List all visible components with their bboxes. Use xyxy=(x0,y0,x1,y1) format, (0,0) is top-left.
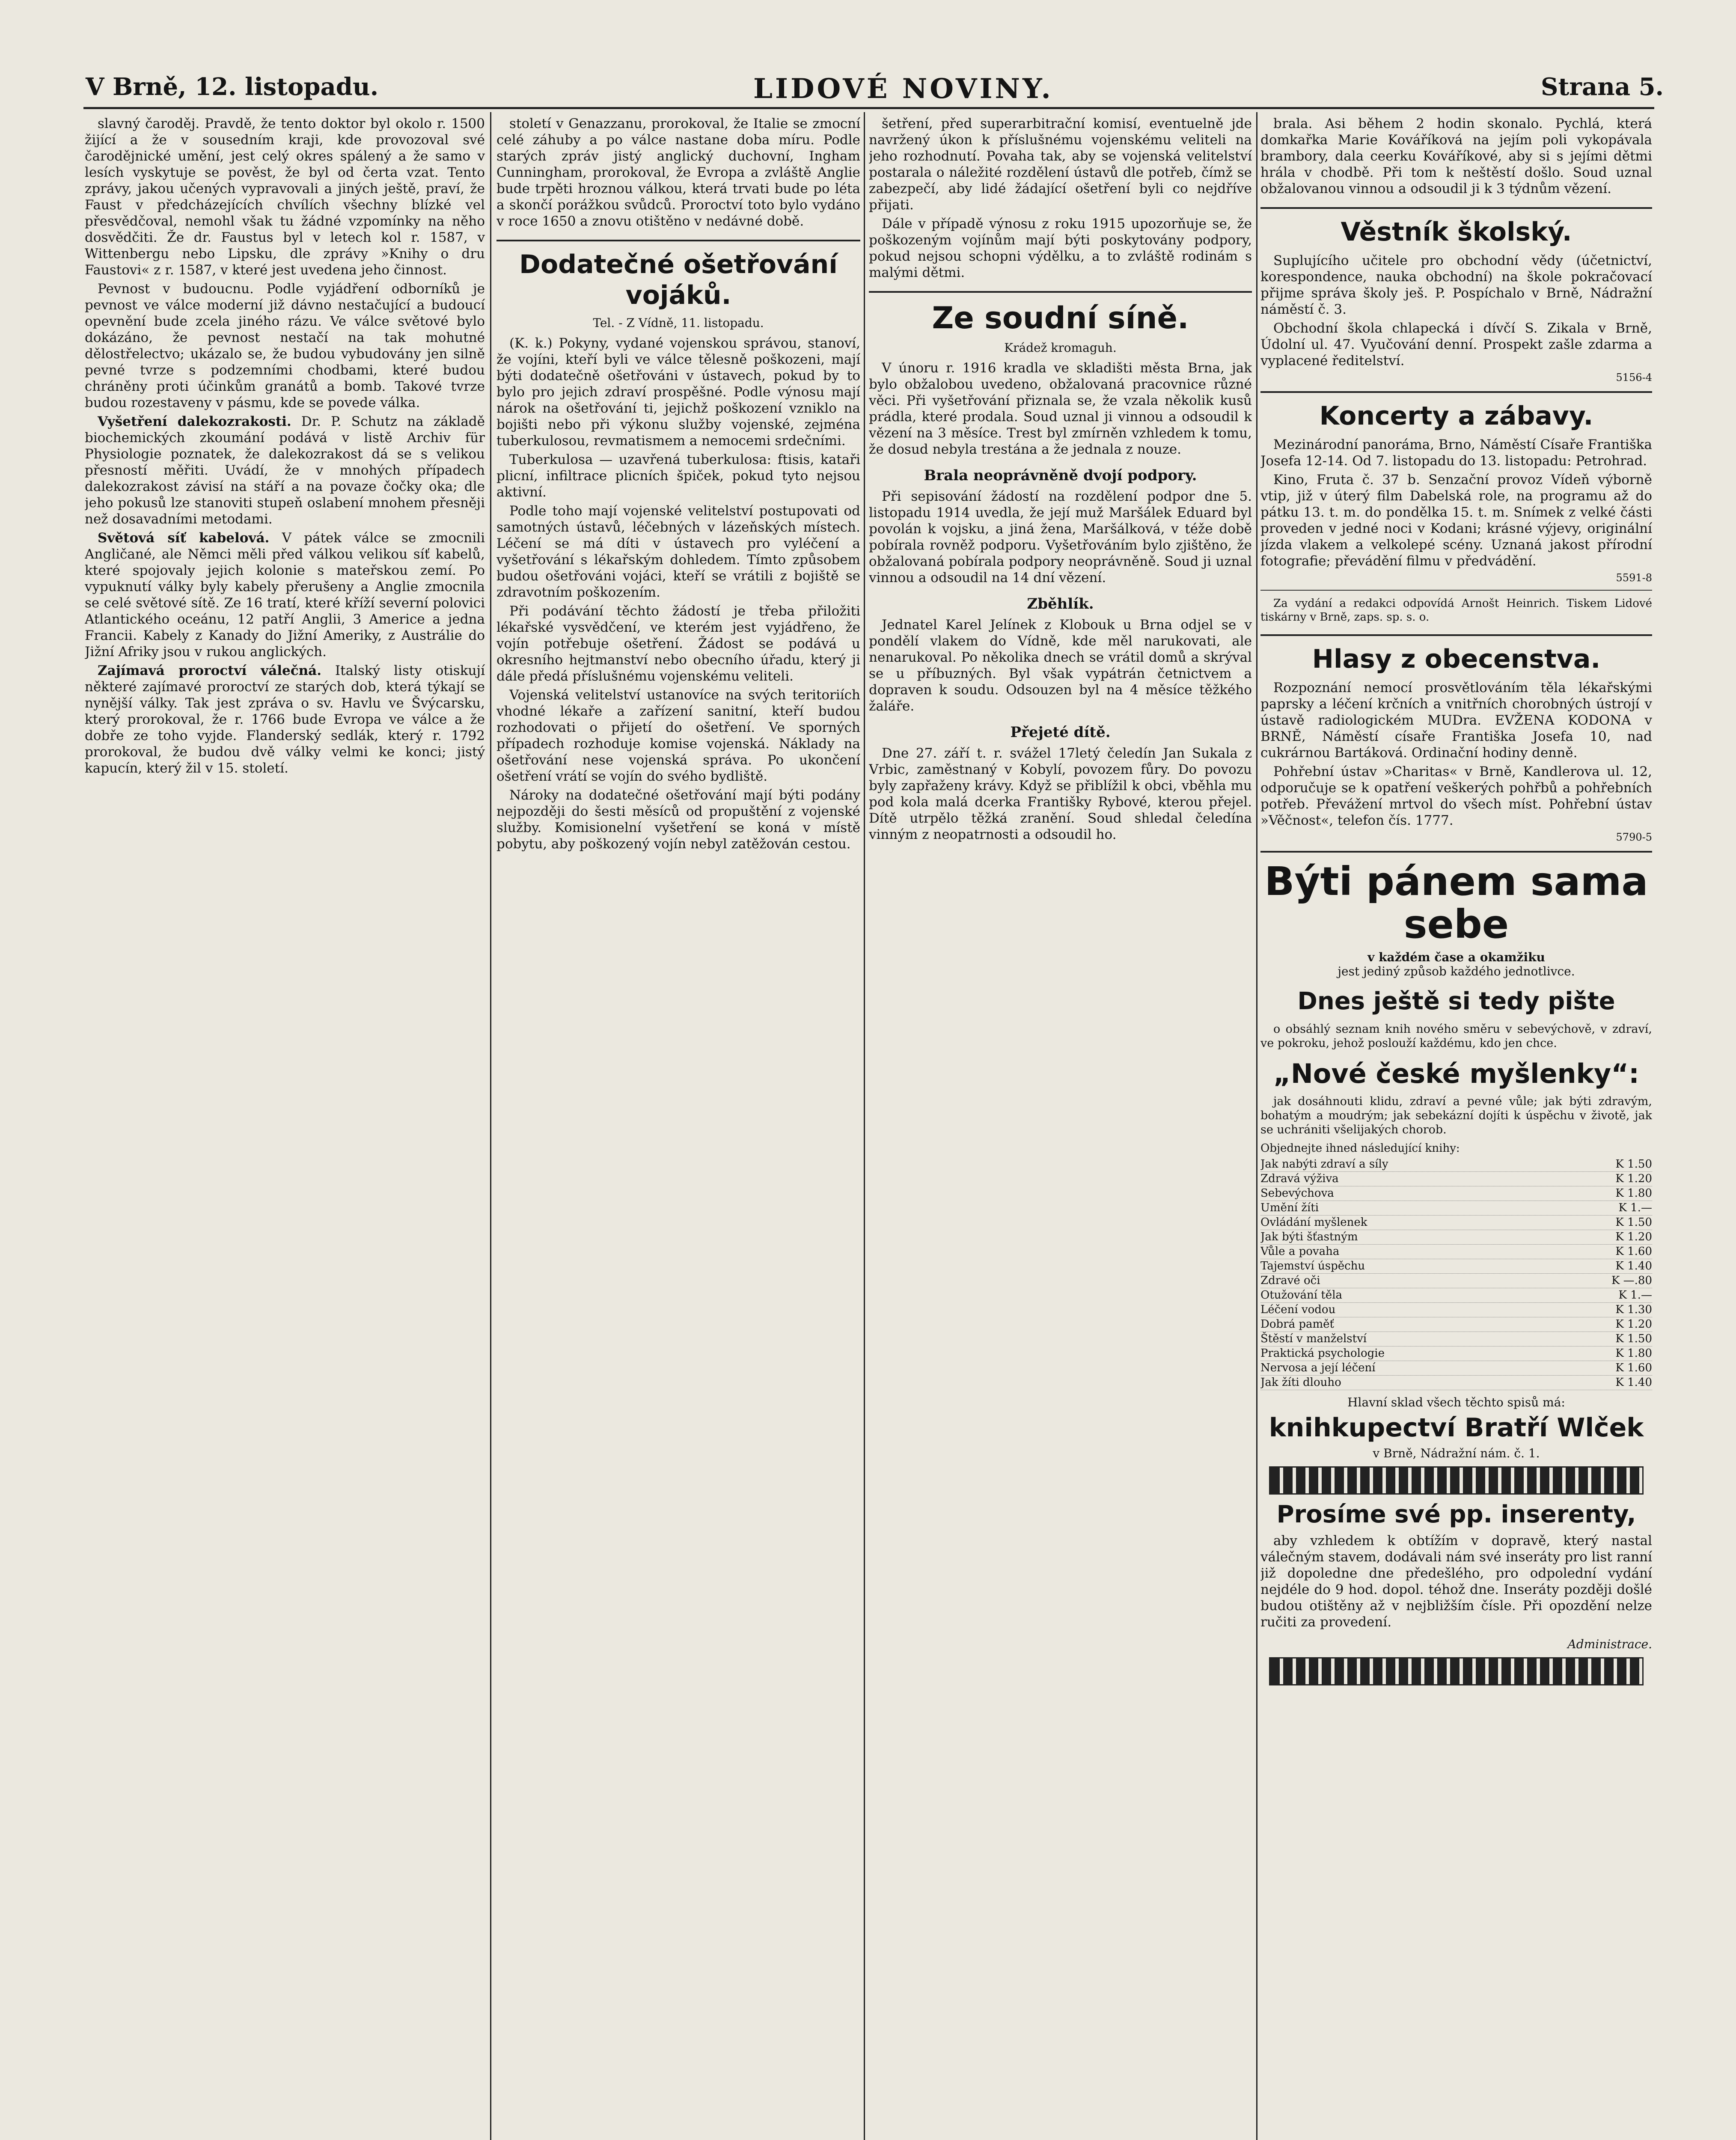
column-rule-1 xyxy=(490,112,491,2140)
book-title: Umění žíti xyxy=(1260,1201,1319,1214)
heading-cable-network: Světová síť kabelová. xyxy=(98,530,270,546)
divider xyxy=(496,240,860,241)
article-double-support: Při sepisování žádostí na rozdělení podpor dne 5. listopadu 1914 uvedla, že její muž Maršálek Eduard byl povolán k vojsku, a jiná žena, Maršálková, v téže době pobírala rovněž podporu. Vyšetřováním bylo zjištěno, že obžalovaná pobírala podpory neoprávněně. Soud ji uznal vinnou a odsoudil na 14 dní vězení. xyxy=(869,489,1252,586)
article-child-cont: brala. Asi během 2 hodin skonalo. Pychlá, která domkařka Marie Kováříková na jejím poli vykopávala brambory, dala ceerku Kováříkové, aby si s jejími dětmi hrála v chodbě. Při tom k neštěstí došlo. Soud uznal obžalovanou vinnou a odsoudil ji k 3 týdnům vězení. xyxy=(1260,116,1652,196)
book-title: Praktická psychologie xyxy=(1260,1347,1385,1360)
headline-court: Ze soudní síně. xyxy=(932,300,1189,336)
ornament-border xyxy=(1269,1466,1644,1495)
book-price: K —.80 xyxy=(1611,1274,1652,1287)
page-number: Strana 5. xyxy=(1541,73,1664,101)
book-row xyxy=(1260,1157,1652,1172)
book-price: K 1.80 xyxy=(1615,1347,1652,1360)
divider xyxy=(869,291,1252,293)
divider xyxy=(1260,391,1652,393)
column-rule-3 xyxy=(1256,112,1257,2140)
headline-advertisers: Prosíme své pp. inserenty, xyxy=(1276,1501,1636,1528)
book-price: K 1.80 xyxy=(1615,1187,1652,1200)
divider xyxy=(1260,634,1652,636)
article-war-prophecies: Italský listy otiskují některé zajímavé proroctví ze starých dob, která týkají se nynější války. Tak jest zpráva o sv. Havlu ve Švýcarsku, který prorokoval, že r. 1766 bude Evropa ve válce a že dobře ze toho vyjde. Flanderský sedlák, který r. 1792 prorokoval, že budou dvě války velmi ke konci; jistý kapucín, který žil v 15. století. xyxy=(85,663,485,776)
book-row xyxy=(1260,1201,1652,1216)
divider xyxy=(1260,590,1652,591)
heading-war-prophecies: Zajímavá proroctví válečná. xyxy=(98,663,321,678)
divider xyxy=(1260,851,1652,853)
book-title: Zdravá výživa xyxy=(1260,1172,1339,1185)
shop-address: v Brně, Nádražní nám. č. 1. xyxy=(1373,1446,1540,1460)
book-price: K 1.— xyxy=(1618,1201,1652,1214)
header-date: V Brně, 12. listopadu. xyxy=(86,73,379,101)
notice-cinema: Kino, Fruta č. 37 b. Senzační provoz Vídeň výborně vtip, již v úterý film Dabelská role, na programu až do pátku 13. t. m. do pondělka 15. t. m. Snímek z velké části proveden v jedné noci v Kodani; krásné výjevy, originální jízda vlakem a velkolepé scény. Uznaná jakost přírodní fotografie; převádění filmu v předvádění. xyxy=(1260,472,1652,569)
book-price: K 1.20 xyxy=(1615,1318,1652,1331)
ad-headline-write-today: Dnes ještě si tedy pište xyxy=(1297,987,1615,1015)
book-price: K 1.— xyxy=(1618,1289,1652,1302)
header-rule xyxy=(83,107,1654,109)
column-3 xyxy=(869,116,1252,2140)
book-price: K 1.40 xyxy=(1615,1376,1652,1389)
book-title: Nervosa a její léčení xyxy=(1260,1361,1376,1374)
book-row xyxy=(1260,1245,1652,1259)
book-row xyxy=(1260,1230,1652,1245)
book-price: K 1.50 xyxy=(1615,1158,1652,1171)
article-farsightedness: Dr. P. Schutz na základě biochemických zkoumání podává v listě Archiv für Physiologie poznatek, že dalekozrakost dá se s velikou přesností měřiti. Uvádí, že v mnohých případech dalekozrakost závisí na stáří a na povaze čočky oka; dle jeho pokusů lze stanoviti stupeň oslabení mnohem přesněji než dosavadními metodami. xyxy=(85,414,485,527)
book-price: K 1.60 xyxy=(1615,1245,1652,1258)
article-soldier-care-3: Podle toho mají vojenské velitelství postupovati od samotných ústavů, léčebných v lázeňských místech. Léčení se má díti v ústavech pro vyléčení a vyšetřování s lékařským dohledem. Tímto způsobem budou ošetřováni vojáci, kteří se vrátili z bojiště se zdravotním poškozením. xyxy=(496,503,860,600)
book-title: Ovládání myšlenek xyxy=(1260,1216,1367,1229)
book-row xyxy=(1260,1288,1652,1303)
article-soldier-care-4: Při podávání těchto žádostí je třeba přiložiti lékařské vysvědčení, ve kterém jest vyjádřeno, že vojín potřebuje ošetření. Žádost se podává u okresního hejtmanství nebo obecního úřadu, který ji dále předá příslušnému vojenskému veliteli. xyxy=(496,603,860,684)
book-row xyxy=(1260,1186,1652,1201)
book-title: Otužování těla xyxy=(1260,1289,1343,1302)
book-title: Jak nabýti zdraví a síly xyxy=(1260,1158,1388,1171)
notice-advertisers: aby vzhledem k obtížím v dopravě, který nastal válečným stavem, dodávali nám své inseráty pro list ranní již dopoledne dne předešlého, pro odpolední vydání nejdéle do 9 hod. dopol. téhož dne. Inseráty později došlé budou otištěny až v nejbližším čísle. Při opozdění nelze ručiti za provedení. xyxy=(1260,1533,1652,1630)
headline-school-bulletin: Věstník školský. xyxy=(1341,217,1572,247)
book-title: Sebevýchova xyxy=(1260,1187,1334,1200)
ad-code: 5591-8 xyxy=(1616,572,1652,584)
divider xyxy=(1260,207,1652,209)
book-row xyxy=(1260,1172,1652,1186)
book-price: K 1.60 xyxy=(1615,1361,1652,1374)
article-soldier-care-7: šetření, před superarbitrační komisí, eventuelně jde navržený úkon k příslušnému vojenskému veliteli na jeho rozhodnutí. Povaha tak, aby se vojenská velitelství postarala o náležité rozdělení ústavů dle potřeb, čímž se zabezpečí, aby lidé žádající ošetření byli co nejdříve přijati. xyxy=(869,116,1252,213)
book-price: K 1.50 xyxy=(1615,1332,1652,1345)
column-4 xyxy=(1260,116,1652,2140)
book-title: Tajemství úspěchu xyxy=(1260,1260,1365,1272)
notice-funeral: Pohřební ústav »Charitas« v Brně, Kandlerova ul. 12, odporučuje se k opatření veškerých pohřbů a pohřebních potřeb. Převážení mrtvol do všech míst. Pohřební ústav »Věčnost«, telefon čís. 1777. xyxy=(1260,764,1652,828)
column-2 xyxy=(496,116,860,2140)
book-title: Jak býti šťastným xyxy=(1260,1230,1358,1243)
heading-double-support: Brala neoprávněně dvojí podpory. xyxy=(924,467,1197,484)
article-soldier-care-6: Nároky na dodatečné ošetřování mají býti podány nejpozději do šesti měsíců od propuštění z vojenské služby. Komisionelní vyšetření se koná v místě pobytu, aby poškozený vojín nebyl zatěžován cestou. xyxy=(496,788,860,852)
book-price: K 1.40 xyxy=(1615,1260,1652,1272)
book-row xyxy=(1260,1361,1652,1376)
heading-deserter: Zběhlík. xyxy=(1027,595,1094,612)
book-row xyxy=(1260,1216,1652,1230)
article-cable-network: V pátek válce se zmocnili Angličané, ale Němci měli před válkou velikou síť kabelů, které spojovaly jejich kolonie s mateřskou zemí. Po vypuknutí války byly kabely přerušeny a Anglie zmocnila se celé světové sítě. Ze 16 tratí, které kříží severní polovici Atlantického oceánu, 12 patří Anglii, 3 Americe a jedna Francii. Kabely z Kanady do Jižní Ameriky, z Austrálie do Jižní Afriky jsou v rukou anglických. xyxy=(85,530,485,660)
headline-soldier-care: Dodatečné ošetřování vojáků. xyxy=(519,250,838,310)
article-run-over-child: Dne 27. září t. r. svážel 17letý čeledín Jan Sukala z Vrbic, zaměstnaný v Kobylí, povozem fůry. Do povozu byly zapřaženy krávy. Když se přiblížil k obci, vběhla mu pod kola malá dcerka Františky Rybové, kterou přejel. Dítě utrpělo těžká zranění. Soud shledal čeledína vinným z neopatrnosti a odsoudil ho. xyxy=(869,746,1252,842)
article-soldier-care-1: (K. k.) Pokyny, vydané vojenskou správou, stanoví, že vojíni, kteří byli ve válce tělesně poškozeni, mají býti dodatečně ošetřováni v ústavech, pokud by to bylo pro jejich zdraví prospěšné. Podle výnosu mají nárok na ošetřování ti, jejichž poškození vzniklo na bojišti nebo při výkonu služby vojenské, zejména tuberkulosou, revmatismem a nemocemi srdečními. xyxy=(496,336,860,449)
article-soldier-care-2: Tuberkulosa — uzavřená tuberkulosa: ftisis, kataři plicní, infiltrace plicních špiček, pokud tyto nejsou aktivní. xyxy=(496,452,860,500)
shop-intro: Hlavní sklad všech těchto spisů má: xyxy=(1347,1395,1565,1409)
signature-administration: Administrace. xyxy=(1567,1637,1652,1651)
article-fortress: Pevnost v budoucnu. Podle vyjádření odborníků je pevnost ve válce moderní již dávno nestačující a budoucí opevnění bude zcela jiného rázu. Ve válce světové bylo dokázáno, že pevnost nestačí na tak mohutné dělostřelectvo; ukázalo se, že budou vybudovány jen silně pevné tvrze s podzemními chodbami, které budou chráněny proti účinkům granátů a bomb. Takové tvrze budou rozestaveny v pásmu, kde se povede válka. xyxy=(85,281,485,410)
ad-code: 5790-5 xyxy=(1616,831,1652,843)
book-row xyxy=(1260,1332,1652,1346)
books-intro: Objednejte ihned následující knihy: xyxy=(1260,1142,1460,1155)
ad-subline-2: jest jediný způsob každého jednotlivce. xyxy=(1338,964,1575,978)
notice-teacher: Suplujícího učitele pro obchodní vědy (účetnictví, korespondence, nauka obchodní) na škole pokračovací přijme správa školy ješ. P. Pospíchalo v Brně, Nádražní náměstí č. 3. xyxy=(1260,253,1652,317)
book-price: K 1.50 xyxy=(1615,1216,1652,1229)
book-row xyxy=(1260,1303,1652,1317)
ad-headline-self-master: Býti pánem sama sebe xyxy=(1264,859,1648,947)
book-row xyxy=(1260,1259,1652,1274)
article-theft: V únoru r. 1916 kradla ve skladišti města Brna, jak bylo obžalobou uvedeno, obžalovaná pracovnice různé věci. Při vyšetřování přiznala se, že vzala několik kusů prádla, které prodala. Soud uznal ji vinnou a odsoudil k vězení na 3 měsíce. Trest byl zmírněn vzhledem k tomu, že dosud nebyla trestána a že jednala z nouze. xyxy=(869,360,1252,457)
notice-school: Obchodní škola chlapecká i dívčí S. Zikala v Brně, Údolní ul. 47. Vyučování denní. Prospekt zašle zdarma a vyplacené ředitelství. xyxy=(1260,321,1652,369)
ad-code: 5156-4 xyxy=(1616,372,1652,383)
article-deserter: Jednatel Karel Jelínek z Klobouk u Brna odjel se v pondělí vlakem do Vídně, kde měl narukovati, ale nenarukoval. Po několika dnech se vrátil domů a skrýval se u příbuzných. Byl však vypátrán četnictvem a dopraven k soudu. Odsouzen byl na 4 měsíce těžkého žaláře. xyxy=(869,617,1252,714)
article-soldier-care-8: Dále v případě výnosu z roku 1915 upozorňuje se, že poškozeným vojínům mají býti poskytovány podpory, pokud nejsou schopni výdělku, a to zvláště rodinám s malými dětmi. xyxy=(869,216,1252,280)
publisher-note: Za vydání a redakci odpovídá Arnošt Heinrich. Tiskem Lidové tiskárny v Brně, zaps. sp. s. o. xyxy=(1260,597,1652,624)
headline-concerts: Koncerty a zábavy. xyxy=(1319,401,1593,431)
article-soldier-care-5: Vojenská velitelství ustanovíce na svých teritoriích vhodné lékaře a zařízení sanitní, kteří budou rozhodovati o přijetí do ošetření. Ve sporných případech rozhoduje komise vojenská. Náklady na ošetřování nese vojenská správa. Po ukončení ošetření vrátí se vojín do svého bydliště. xyxy=(496,687,860,784)
column-rule-2 xyxy=(864,112,865,2140)
shop-name: knihkupectví Bratří Wlček xyxy=(1269,1413,1644,1443)
book-price: K 1.20 xyxy=(1615,1230,1652,1243)
book-title: Vůle a povaha xyxy=(1260,1245,1340,1258)
masthead: LIDOVÉ NOVINY. xyxy=(753,73,1053,105)
heading-farsightedness: Vyšetření dalekozrakosti. xyxy=(98,414,291,429)
article-prophecies-cont: století v Genazzanu, prorokoval, že Italie se zmocní celé záhuby a po válce nastane doba míru. Podle starých zpráv jistý anglický duchovní, Ingham Cunningham, prorokoval, že Evropa a zvláště Anglie bude trpěti hroznou válkou, která trvati bude po léta a skončí porážkou svůdců. Proroctví toto bylo vydáno v roce 1650 a znovu otištěno v nedávné době. xyxy=(496,116,860,229)
headline-public-voices: Hlasy z obecenstva. xyxy=(1312,644,1601,674)
ornament-border xyxy=(1269,1657,1644,1685)
book-title: Zdravé oči xyxy=(1260,1274,1320,1287)
book-row xyxy=(1260,1376,1652,1390)
ad-text-thoughts: jak dosáhnouti klidu, zdraví a pevné vůle; jak býti zdravým, bohatým a moudrým; jak sebekázní dojíti k úspěchu v životě, jak se uchrániti všelijakých chorob. xyxy=(1260,1095,1652,1136)
column-1 xyxy=(85,116,485,2140)
ad-text-catalog: o obsáhlý seznam knih nového směru v sebevýchově, v zdraví, ve pokroku, jehož poslouží každému, kdo jen chce. xyxy=(1260,1022,1652,1050)
book-title: Jak žíti dlouho xyxy=(1260,1376,1341,1389)
book-row xyxy=(1260,1346,1652,1361)
ad-subline: v každém čase a okamžiku xyxy=(1367,950,1545,964)
subhead-theft: Krádež kromaguh. xyxy=(1004,341,1117,355)
book-price: K 1.30 xyxy=(1615,1303,1652,1316)
notice-radiology: Rozpoznání nemocí prosvětlováním těla lékařskými paprsky a léčení krčních a vnitřních chorobných ústrojí v ústavě radiologickém MUDra. EVŽENA KODONA v BRNĚ, Náměstí císaře Františka Josefa 10, nad cukrárnou Bartáková. Ordinační hodiny denně. xyxy=(1260,680,1652,761)
book-title: Léčení vodou xyxy=(1260,1303,1336,1316)
book-row xyxy=(1260,1274,1652,1288)
book-title: Štěstí v manželství xyxy=(1260,1332,1367,1345)
book-price: K 1.20 xyxy=(1615,1172,1652,1185)
book-row xyxy=(1260,1317,1652,1332)
notice-panorama: Mezinárodní panoráma, Brno, Náměstí Císaře Františka Josefa 12-14. Od 7. listopadu do 13. listopadu: Petrohrad. xyxy=(1260,437,1652,469)
book-price-list xyxy=(1260,1157,1652,1390)
dateline: Tel. - Z Vídně, 11. listopadu. xyxy=(593,316,764,330)
heading-run-over-child: Přejeté dítě. xyxy=(1010,724,1111,741)
article-faust: slavný čaroděj. Pravdě, že tento doktor byl okolo r. 1500 žijící a že v sousedním kraji, kde provozoval své čarodějnické umění, jest celý okres spálený a že samo v lesích vyskytuje se pověst, že byl od čerta vzat. Tento zprávy, jakou učených vypravovali a jiných ještě, praví, že Faust v předcházejících chvílích všechny blízké vel přesvědčoval, nemohl však tu žádné vzpomínky na něho dosvědčiti. Že dr. Faustus byl v letech kol r. 1587, v Wittenbergu nebo Lipsku, dle zprávy »Knihy o dru Faustovi« z r. 1587, v které jest uvedena jeho činnost. xyxy=(85,116,485,278)
book-title: Dobrá paměť xyxy=(1260,1318,1334,1331)
ad-headline-new-thoughts: „Nové české myšlenky“: xyxy=(1273,1058,1639,1089)
